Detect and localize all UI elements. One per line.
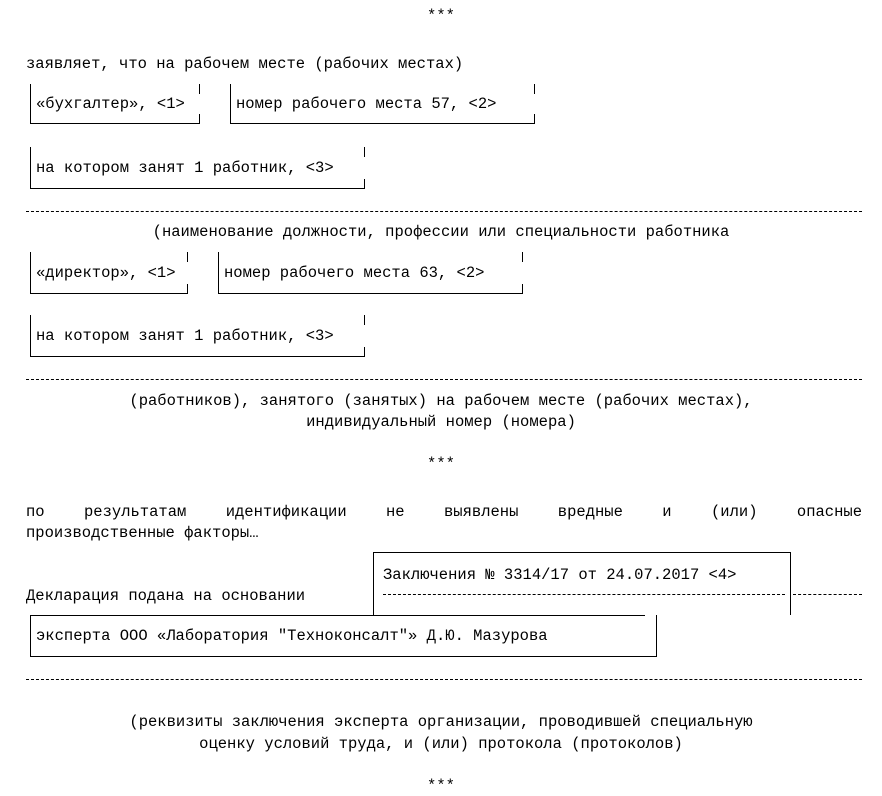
result-text-line1: по результатам идентификации не выявлены вредные и (или) опасные	[26, 503, 862, 521]
separator-top: ***	[427, 7, 455, 25]
employees-field-2	[30, 315, 365, 357]
employees-field-1	[30, 147, 365, 189]
conclusion-right-divider	[793, 594, 862, 595]
separator-middle: ***	[427, 455, 455, 473]
caption-workers-line1: (работников), занятого (занятых) на рабочем месте (рабочих местах),	[129, 392, 753, 410]
employees-value-1: на котором занят 1 работник, <3>	[36, 159, 334, 177]
result-text-line2: производственные факторы…	[26, 524, 259, 542]
employees-value-2: на котором занят 1 работник, <3>	[36, 327, 334, 345]
position-field-2	[30, 252, 188, 294]
caption-position: (наименование должности, профессии или специальности работника	[152, 223, 730, 241]
caption-workers-line2: индивидуальный номер (номера)	[306, 413, 576, 431]
workplace-value-2: номер рабочего места 63, <2>	[224, 264, 485, 282]
conclusion-field	[373, 552, 791, 615]
position-value-2: «директор», <1>	[36, 264, 176, 282]
caption-conclusion-line2: оценку условий труда, и (или) протокола (протоколов)	[199, 735, 683, 753]
dashed-divider-1	[26, 211, 862, 212]
conclusion-inner-divider	[383, 594, 785, 595]
dashed-divider-3	[26, 679, 862, 680]
position-value-1: «бухгалтер», <1>	[36, 95, 185, 113]
workplace-value-1: номер рабочего места 57, <2>	[236, 95, 497, 113]
dashed-divider-2	[26, 379, 862, 380]
intro-text: заявляет, что на рабочем месте (рабочих местах)	[26, 55, 464, 73]
caption-conclusion-line1: (реквизиты заключения эксперта организации, проводившей специальную	[129, 713, 753, 731]
position-field-1	[30, 84, 200, 124]
expert-value: эксперта ООО «Лаборатория "Техноконсалт"» Д.Ю. Мазурова	[36, 627, 548, 645]
separator-bottom: ***	[427, 777, 455, 795]
expert-field	[30, 615, 657, 657]
workplace-field-1	[230, 84, 535, 124]
workplace-field-2	[218, 252, 523, 294]
conclusion-value: Заключения № 3314/17 от 24.07.2017 <4>	[383, 566, 737, 584]
declaration-label: Декларация подана на основании	[26, 587, 306, 605]
